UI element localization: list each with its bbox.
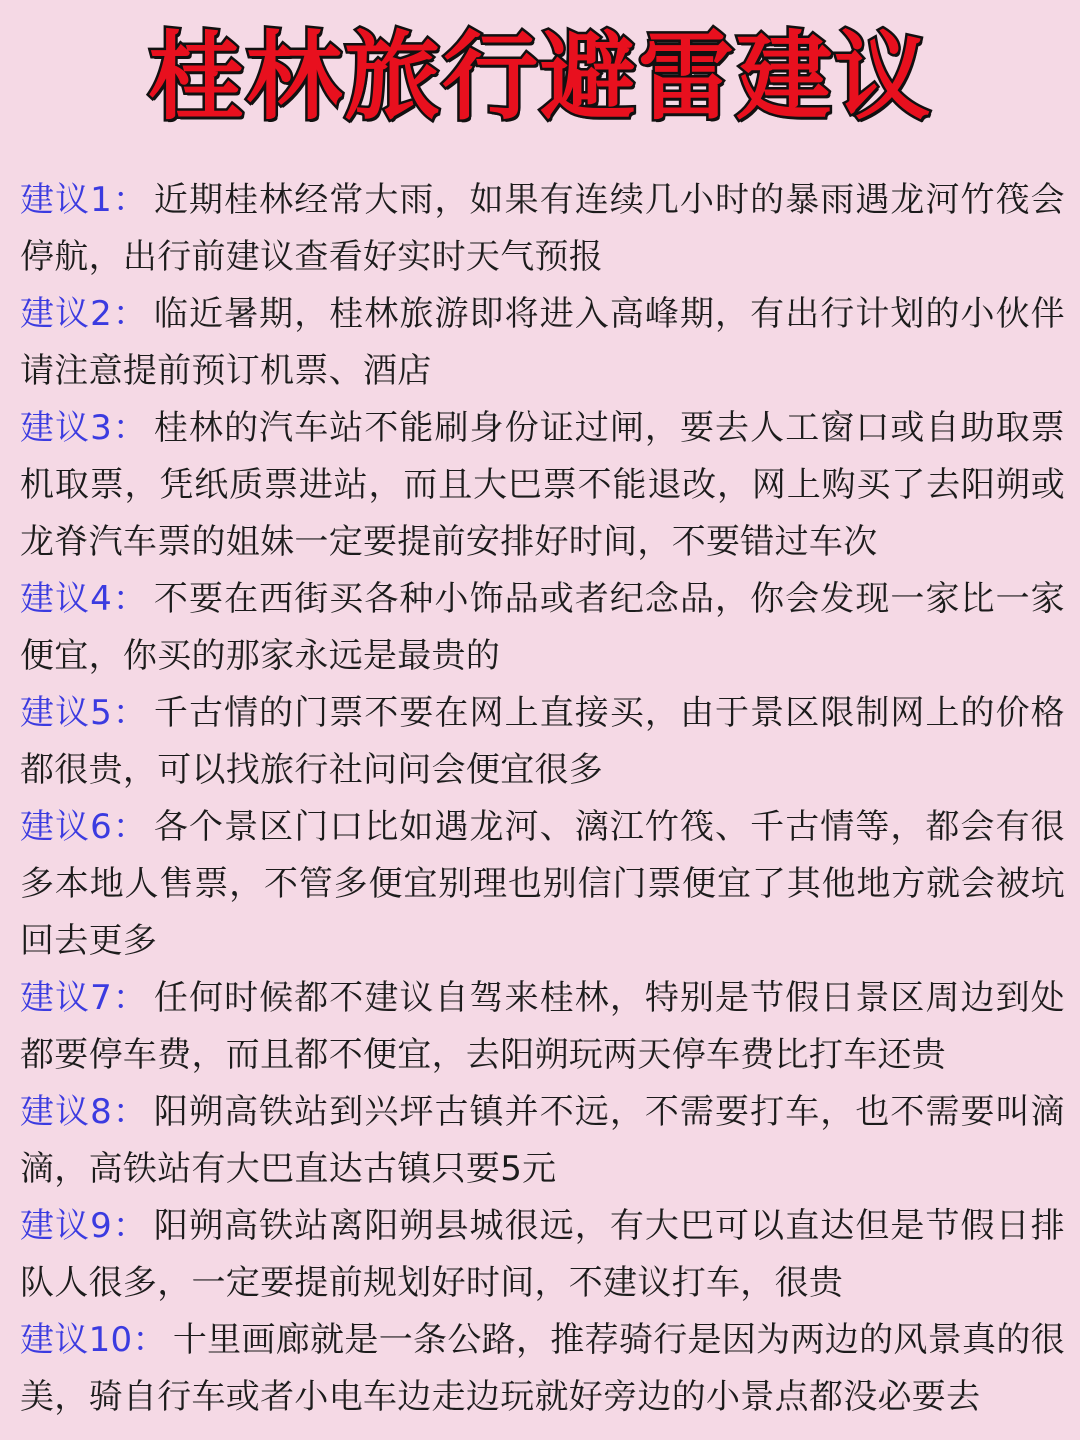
tip-item-4 [20, 571, 1065, 685]
tip-text: 近期桂林经常大雨，如果有连续几小时的暴雨遇龙河竹筏会停航，出行前建议查看好实时天气预报 [20, 180, 1065, 277]
tip-text: 临近暑期，桂林旅游即将进入高峰期，有出行计划的小伙伴请注意提前预订机票、酒店 [20, 294, 1065, 391]
tip-item-3 [20, 400, 1065, 571]
tip-text: 任何时候都不建议自驾来桂林，特别是节假日景区周边到处都要停车费，而且都不便宜，去阳朔玩两天停车费比打车还贵 [20, 978, 1065, 1075]
tip-item-7 [20, 970, 1065, 1084]
tip-text: 千古情的门票不要在网上直接买，由于景区限制网上的价格都很贵，可以找旅行社问问会便宜很多 [20, 693, 1065, 790]
tip-item-10 [20, 1312, 1065, 1426]
tip-label: 建议9： [20, 1206, 148, 1246]
tip-label: 建议4： [20, 579, 148, 619]
tip-item-1 [20, 172, 1065, 286]
tip-label: 建议10： [20, 1320, 167, 1360]
tip-text: 阳朔高铁站离阳朔县城很远，有大巴可以直达但是节假日排队人很多，一定要提前规划好时间，不建议打车，很贵 [20, 1206, 1065, 1303]
tip-item-2 [20, 286, 1065, 400]
tip-item-9 [20, 1198, 1065, 1312]
page-title: 桂林旅行避雷建议 [148, 21, 932, 133]
tip-label: 建议8： [20, 1092, 148, 1132]
tip-label: 建议2： [20, 294, 148, 334]
tip-label: 建议5： [20, 693, 148, 733]
tips-list [20, 172, 1065, 1426]
tip-text: 阳朔高铁站到兴坪古镇并不远，不需要打车，也不需要叫滴滴，高铁站有大巴直达古镇只要5元 [20, 1092, 1065, 1189]
tip-text: 不要在西街买各种小饰品或者纪念品，你会发现一家比一家便宜，你买的那家永远是最贵的 [20, 579, 1065, 676]
tip-text: 各个景区门口比如遇龙河、漓江竹筏、千古情等，都会有很多本地人售票，不管多便宜别理也别信门票便宜了其他地方就会被坑回去更多 [20, 807, 1065, 961]
tip-text: 桂林的汽车站不能刷身份证过闸，要去人工窗口或自助取票机取票，凭纸质票进站，而且大巴票不能退改，网上购买了去阳朔或龙脊汽车票的姐妹一定要提前安排好时间，不要错过车次 [20, 408, 1065, 562]
tip-label: 建议6： [20, 807, 148, 847]
tip-label: 建议3： [20, 408, 148, 448]
tip-item-6 [20, 799, 1065, 970]
tip-label: 建议7： [20, 978, 148, 1018]
tip-label: 建议1： [20, 180, 148, 220]
tip-text: 十里画廊就是一条公路，推荐骑行是因为两边的风景真的很美，骑自行车或者小电车边走边玩就好旁边的小景点都没必要去 [20, 1320, 1065, 1417]
tip-item-8 [20, 1084, 1065, 1198]
tip-item-5 [20, 685, 1065, 799]
